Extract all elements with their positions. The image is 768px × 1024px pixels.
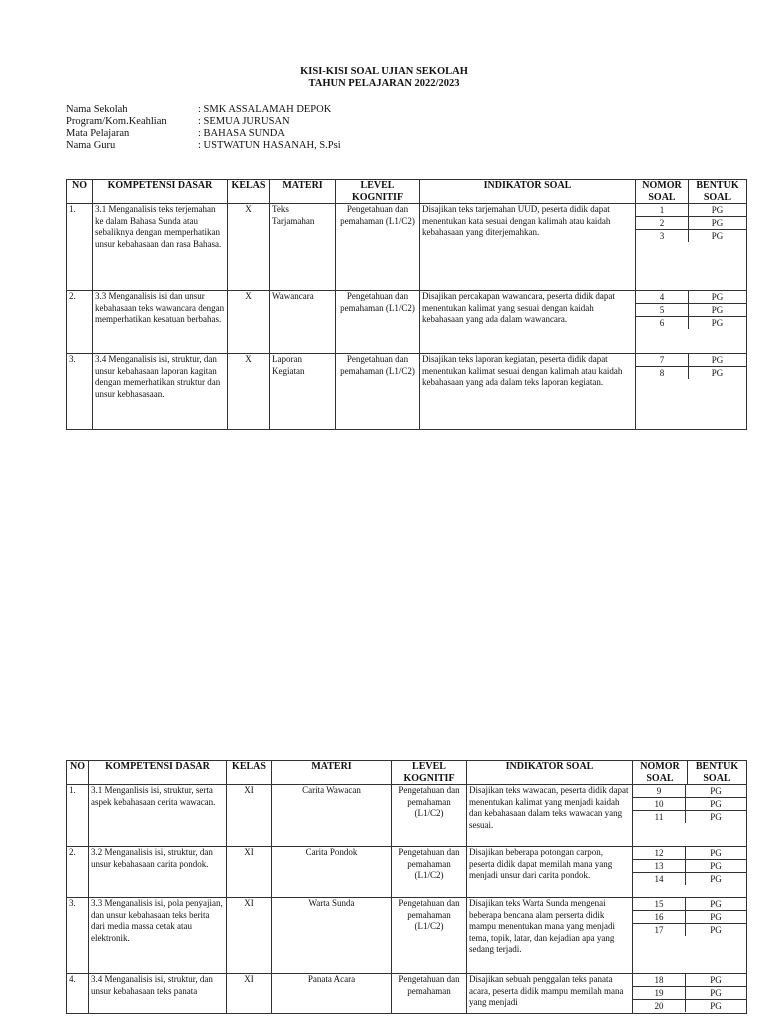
header-bentuk-soal: BENTUK SOAL <box>689 180 747 204</box>
meta-label: Nama Sekolah <box>66 104 128 115</box>
cell-level-kognitif: Pengetahuan dan pemahaman (L1/C2) <box>336 204 420 291</box>
header-level-kognitif: LEVEL KOGNITIF <box>336 180 420 204</box>
soal-type: PG <box>711 231 724 241</box>
soal-number: 1 <box>636 204 689 216</box>
cell-level-kognitif: Pengetahuan dan pemahaman (L1/C2) <box>392 785 467 847</box>
header-kompetensi-dasar: KOMPETENSI DASAR <box>89 761 227 785</box>
soal-type: PG <box>710 799 722 809</box>
soal-type: PG <box>710 899 722 909</box>
cell-no: 1. <box>67 785 89 847</box>
soal-type: PG <box>710 786 722 796</box>
header-nomor-soal: NOMOR SOAL <box>636 180 689 204</box>
header-kelas: KELAS <box>228 180 270 204</box>
soal-number: 2 <box>636 217 689 229</box>
soal-number: 20 <box>633 1000 686 1012</box>
header-kompetensi-dasar: KOMPETENSI DASAR <box>93 180 228 204</box>
header-no: NO <box>67 761 89 785</box>
cell-soal-list <box>633 974 747 1014</box>
cell-kompetensi-dasar: 3.1 Menganlisis isi, struktur, serta aspek kebahasaan cerita wawacan. <box>89 785 227 847</box>
cell-indikator-soal: Disajikan percakapan wawancara, peserta didik dapat menentukan kalimat yang sesuai dengan kaidah kebahasaan yang ada dalam wawancara. <box>420 291 636 354</box>
header-materi: MATERI <box>272 761 392 785</box>
soal-item <box>636 367 746 379</box>
cell-soal-list <box>633 785 747 847</box>
table-header-row <box>67 761 747 785</box>
cell-indikator-soal: Disajikan beberapa potongan carpon, peserta didik dapat memilah mana yang menjadi unsur dari carita pondok. <box>467 847 633 898</box>
soal-number: 9 <box>633 785 686 797</box>
table-header-row <box>67 180 747 204</box>
meta-row <box>66 104 341 116</box>
cell-kelas: XI <box>227 974 272 1014</box>
header-kelas: KELAS <box>227 761 272 785</box>
cell-kompetensi-dasar: 3.1 Menganalisis teks terjemahan ke dalam Bahasa Sunda atau sebaliknya dengan memperhatikan unsur kebahasaan dan rasa Bahasa. <box>93 204 228 291</box>
soal-type: PG <box>710 975 722 985</box>
soal-number: 3 <box>636 230 689 242</box>
cell-level-kognitif: Pengetahuan dan pemahaman (L1/C2) <box>336 291 420 354</box>
soal-item <box>633 860 746 873</box>
soal-type: PG <box>711 318 724 328</box>
meta-label: Nama Guru <box>66 140 116 151</box>
soal-number: 11 <box>633 811 686 823</box>
title-line-1: KISI-KISI SOAL UJIAN SEKOLAH <box>300 66 468 77</box>
soal-type: PG <box>711 292 724 302</box>
cell-kelas: XI <box>227 898 272 974</box>
cell-materi: Carita Pondok <box>272 847 392 898</box>
meta-value: : BAHASA SUNDA <box>198 128 285 139</box>
soal-type: PG <box>711 218 724 228</box>
cell-kompetensi-dasar: 3.4 Menganalisis isi, struktur, dan unsur kebahasaan teks panata <box>89 974 227 1014</box>
table-row <box>67 291 747 354</box>
cell-level-kognitif: Pengetahuan dan pemahaman (L1/C2) <box>392 898 467 974</box>
soal-number: 8 <box>636 367 689 379</box>
cell-level-kognitif: Pengetahuan dan pemahaman (L1/C2) <box>392 847 467 898</box>
meta-value: : SMK ASSALAMAH DEPOK <box>198 104 332 115</box>
header-no: NO <box>67 180 93 204</box>
soal-item <box>633 847 746 860</box>
soal-number: 14 <box>633 873 686 885</box>
soal-item <box>636 291 746 304</box>
soal-item <box>636 204 746 217</box>
meta-row <box>66 128 341 140</box>
meta-row <box>66 116 341 128</box>
document-title <box>0 66 768 90</box>
cell-kompetensi-dasar: 3.3 Menganalisis isi dan unsur kebahasaan teks wawancara dengan memperhatikan kesatuan berbahas. <box>93 291 228 354</box>
soal-number: 12 <box>633 847 686 859</box>
cell-materi: Laporan Kegiatan <box>270 354 336 430</box>
cell-soal-list <box>636 354 747 430</box>
meta-value: : SEMUA JURUSAN <box>198 116 290 127</box>
soal-number: 17 <box>633 924 686 936</box>
table-row <box>67 354 747 430</box>
soal-type: PG <box>711 305 724 315</box>
soal-item <box>633 974 746 987</box>
soal-type: PG <box>710 1001 722 1011</box>
meta-label: Mata Pelajaran <box>66 128 130 139</box>
cell-materi: Carita Wawacan <box>272 785 392 847</box>
cell-kelas: XI <box>227 847 272 898</box>
soal-item <box>633 811 746 823</box>
cell-kelas: XI <box>227 785 272 847</box>
cell-soal-list <box>636 291 747 354</box>
cell-materi: Wawancara <box>270 291 336 354</box>
cell-no: 2. <box>67 291 93 354</box>
table-row <box>67 847 747 898</box>
soal-number: 4 <box>636 291 689 303</box>
soal-type: PG <box>710 874 722 884</box>
soal-item <box>633 898 746 911</box>
soal-number: 16 <box>633 911 686 923</box>
cell-kompetensi-dasar: 3.3 Menganalisis isi, pola penyajian, dan unsur kebahasaan teks berita dari media massa cetak atau elektronik. <box>89 898 227 974</box>
meta-label: Program/Kom.Keahlian <box>66 116 167 127</box>
soal-number: 15 <box>633 898 686 910</box>
soal-item <box>636 317 746 329</box>
cell-kelas: X <box>228 291 270 354</box>
cell-kompetensi-dasar: 3.4 Menganalisis isi, struktur, dan unsur kebahasaan laporan kagitan dengan memerhatikan struktur dan unsur kebhasasaan. <box>93 354 228 430</box>
cell-indikator-soal: Disajikan teks tarjemahan UUD, peserta didik dapat menentukan kata sesuai dengan kalimah atau kaidah kebahasaan yang diterjemahkan. <box>420 204 636 291</box>
cell-indikator-soal: Disajikan teks wawacan, peserta didik dapat menentukan kalimat yang menjadi kaidah dan kebahasaan dalam teks wawacan yang sesuai. <box>467 785 633 847</box>
cell-kelas: X <box>228 354 270 430</box>
cell-indikator-soal: Disajikan sebuah penggalan teks panata acara, peserta didik mampu memilah mana yang menjadi <box>467 974 633 1014</box>
table-row <box>67 898 747 974</box>
header-materi: MATERI <box>270 180 336 204</box>
soal-item <box>633 987 746 1000</box>
soal-type: PG <box>710 848 722 858</box>
soal-item <box>636 217 746 230</box>
soal-item <box>633 1000 746 1012</box>
soal-item <box>633 924 746 936</box>
soal-number: 18 <box>633 974 686 986</box>
cell-no: 4. <box>67 974 89 1014</box>
soal-number: 7 <box>636 354 689 366</box>
soal-type: PG <box>710 988 722 998</box>
cell-soal-list <box>636 204 747 291</box>
soal-item <box>636 230 746 242</box>
cell-kelas: X <box>228 204 270 291</box>
header-nomor-soal: NOMOR SOAL <box>633 761 688 785</box>
header-indikator-soal: INDIKATOR SOAL <box>420 180 636 204</box>
cell-soal-list <box>633 847 747 898</box>
table-row <box>67 204 747 291</box>
cell-indikator-soal: Disajikan teks Warta Sunda mengenai beberapa bencana alam perserta didik mampu menentukan mana yang menjadi tema, topik, latar, dan kejadian apa yang sedang terjadi. <box>467 898 633 974</box>
cell-no: 2. <box>67 847 89 898</box>
soal-number: 5 <box>636 304 689 316</box>
cell-no: 3. <box>67 354 93 430</box>
soal-item <box>633 911 746 924</box>
cell-level-kognitif: Pengetahuan dan pemahaman (L1/C2) <box>336 354 420 430</box>
meta-row <box>66 140 341 152</box>
cell-no: 3. <box>67 898 89 974</box>
soal-number: 13 <box>633 860 686 872</box>
cell-materi: Teks Tarjamahan <box>270 204 336 291</box>
soal-type: PG <box>710 925 722 935</box>
cell-materi: Panata Acara <box>272 974 392 1014</box>
soal-number: 19 <box>633 987 686 999</box>
soal-item <box>633 873 746 885</box>
soal-type: PG <box>711 205 724 215</box>
meta-block <box>66 104 341 152</box>
soal-number: 6 <box>636 317 689 329</box>
soal-type: PG <box>710 861 722 871</box>
cell-indikator-soal: Disajikan teks laporan kegiatan, peserta didik dapat menentukan kalimat sesuai dengan kalimah atau kaidah kebahasaan yang ada dalam teks laporan kegiatan. <box>420 354 636 430</box>
soal-number: 10 <box>633 798 686 810</box>
soal-type: PG <box>711 355 724 365</box>
header-bentuk-soal: BENTUK SOAL <box>688 761 747 785</box>
title-line-2: TAHUN PELAJARAN 2022/2023 <box>308 78 460 89</box>
soal-item <box>633 798 746 811</box>
soal-type: PG <box>711 368 724 378</box>
cell-soal-list <box>633 898 747 974</box>
kisi-table-1 <box>66 179 747 430</box>
soal-item <box>633 785 746 798</box>
soal-type: PG <box>710 812 722 822</box>
soal-type: PG <box>710 912 722 922</box>
cell-no: 1. <box>67 204 93 291</box>
cell-materi: Warta Sunda <box>272 898 392 974</box>
table-row <box>67 974 747 1014</box>
header-indikator-soal: INDIKATOR SOAL <box>467 761 633 785</box>
soal-item <box>636 304 746 317</box>
table-row <box>67 785 747 847</box>
kisi-table-2 <box>66 760 747 1014</box>
cell-level-kognitif: Pengetahuan dan pemahaman <box>392 974 467 1014</box>
header-level-kognitif: LEVEL KOGNITIF <box>392 761 467 785</box>
cell-kompetensi-dasar: 3.2 Menganalisis isi, struktur, dan unsur kebahasaan carita pondok. <box>89 847 227 898</box>
meta-value: : USTWATUN HASANAH, S.Psi <box>198 140 341 151</box>
soal-item <box>636 354 746 367</box>
